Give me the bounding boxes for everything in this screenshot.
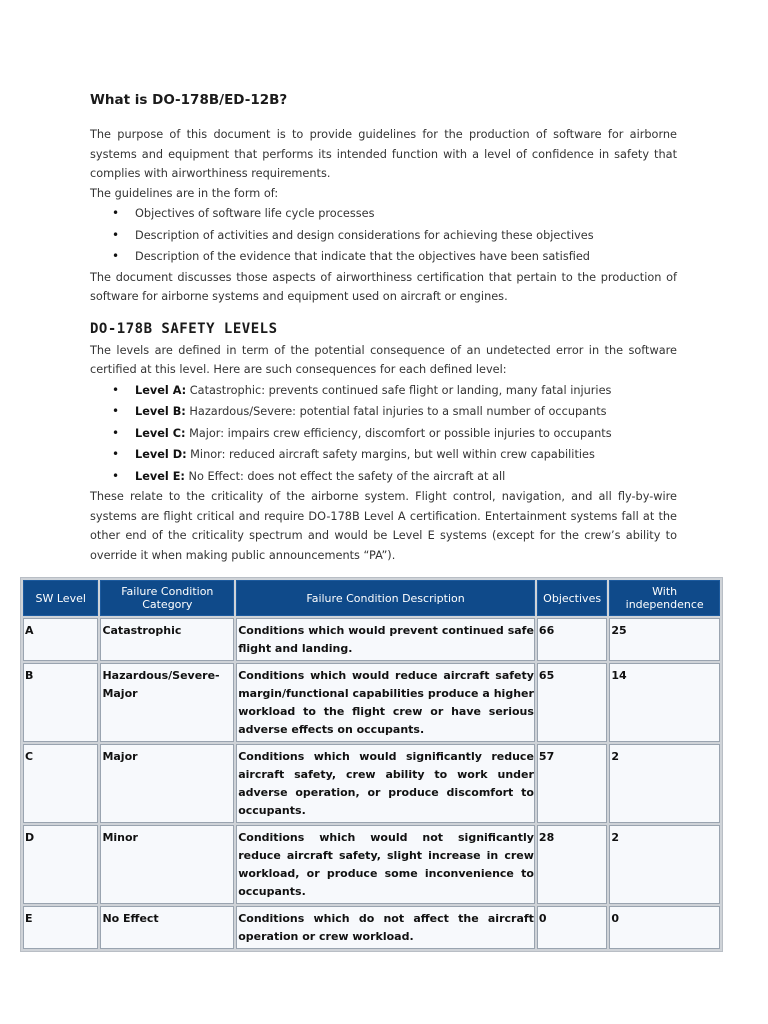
column-header-independence: With independence <box>609 580 720 616</box>
list-item-text: Description of the evidence that indicate that the objectives have been satisfied <box>135 250 590 263</box>
list-item-text: Objectives of software life cycle processes <box>135 207 375 220</box>
table-row <box>23 744 720 823</box>
safety-levels-list <box>90 380 677 488</box>
level-text: Minor: reduced aircraft safety margins, but well within crew capabilities <box>186 448 595 461</box>
cell-objectives: 66 <box>537 618 607 661</box>
list-item-level-a <box>112 380 677 402</box>
cell-description: Conditions which would not significantly reduce aircraft safety, slight increase in crew workload, or produce some inconvenience to occupants. <box>236 825 535 904</box>
level-label: Level A: <box>135 383 187 397</box>
cell-sw-level: E <box>23 906 98 949</box>
bullet-icon: • <box>112 404 120 418</box>
cell-description: Conditions which do not affect the aircraft operation or crew workload. <box>236 906 535 949</box>
column-header-objectives: Objectives <box>537 580 607 616</box>
bullet-icon: • <box>112 249 120 263</box>
cell-category: Minor <box>100 825 234 904</box>
bullet-icon: • <box>112 425 120 440</box>
cell-description: Conditions which would reduce aircraft safety margin/functional capabilities produce a higher workload to the flight crew or have serious adverse effects on occupants. <box>236 663 535 742</box>
cell-independence: 2 <box>609 825 720 904</box>
level-text: Catastrophic: prevents continued safe flight or landing, many fatal injuries <box>186 383 612 397</box>
level-label: Level B: <box>135 405 186 418</box>
intro-paragraph-scope: The document discusses those aspects of airworthiness certification that pertain to the production of software for airborne systems and equipment used on aircraft or engines. <box>90 270 677 303</box>
list-item-text: Description of activities and design considerations for achieving these objectives <box>135 228 594 242</box>
table-row <box>23 618 720 661</box>
list-item-level-c <box>112 423 677 445</box>
cell-description: Conditions which would significantly reduce aircraft safety, crew ability to work under adverse operation, or produce discomfort to occupants. <box>236 744 535 823</box>
safety-paragraph-definition: The levels are defined in term of the potential consequence of an undetected error in the software certified at this level. Here are such consequences for each defined level: <box>90 343 677 376</box>
safety-paragraph-criticality: These relate to the criticality of the airborne system. Flight control, navigation, and all fly-by-wire systems are flight critical and require DO-178B Level A certification. Entertainment systems fall at the other end of the criticality spectrum and would be Level E systems (except for the crew’s ability to override it when making public announcements “PA”). <box>90 490 677 562</box>
bullet-icon: • <box>112 468 120 483</box>
level-label: Level E: <box>135 469 185 483</box>
column-header-category: Failure Condition Category <box>100 580 234 616</box>
safety-levels-table <box>20 577 723 952</box>
cell-objectives: 28 <box>537 825 607 904</box>
cell-independence: 0 <box>609 906 720 949</box>
section-heading-safety-levels: DO-178B SAFETY LEVELS <box>90 320 278 337</box>
level-text: Major: impairs crew efficiency, discomfort or possible injuries to occupants <box>185 426 612 440</box>
page-title: What is DO-178B/ED-12B? <box>90 92 288 108</box>
table-row <box>23 663 720 742</box>
cell-independence: 2 <box>609 744 720 823</box>
guidelines-list <box>90 203 677 268</box>
cell-sw-level: D <box>23 825 98 904</box>
column-header-sw-level: SW Level <box>23 580 98 616</box>
list-item-level-e <box>112 466 677 488</box>
table-row <box>23 825 720 904</box>
cell-category: Catastrophic <box>100 618 234 661</box>
level-text: Hazardous/Severe: potential fatal injuries to a small number of occupants <box>185 405 607 418</box>
cell-category: Hazardous/Severe-Major <box>100 663 234 742</box>
intro-paragraph-purpose: The purpose of this document is to provide guidelines for the production of software for airborne systems and equipment that performs its intended function with a level of confidence in safety that complies with airworthiness requirements. <box>90 128 677 180</box>
cell-sw-level: B <box>23 663 98 742</box>
list-item <box>112 203 677 225</box>
bullet-icon: • <box>112 206 120 220</box>
bullet-icon: • <box>112 227 120 242</box>
intro-paragraph-guidelines: The guidelines are in the form of: <box>90 186 279 200</box>
document-content <box>90 92 677 565</box>
list-item-level-d <box>112 444 677 466</box>
cell-description: Conditions which would prevent continued safe flight and landing. <box>236 618 535 661</box>
table-header-row <box>23 580 720 616</box>
level-label: Level D: <box>135 448 187 461</box>
bullet-icon: • <box>112 447 120 461</box>
level-label: Level C: <box>135 426 186 440</box>
cell-objectives: 0 <box>537 906 607 949</box>
cell-category: No Effect <box>100 906 234 949</box>
cell-objectives: 57 <box>537 744 607 823</box>
cell-independence: 25 <box>609 618 720 661</box>
list-item-level-b <box>112 401 677 423</box>
table-row <box>23 906 720 949</box>
cell-sw-level: A <box>23 618 98 661</box>
cell-sw-level: C <box>23 744 98 823</box>
cell-independence: 14 <box>609 663 720 742</box>
cell-category: Major <box>100 744 234 823</box>
cell-objectives: 65 <box>537 663 607 742</box>
list-item <box>112 225 677 247</box>
level-text: No Effect: does not effect the safety of the aircraft at all <box>184 469 506 483</box>
column-header-description: Failure Condition Description <box>236 580 535 616</box>
bullet-icon: • <box>112 382 120 397</box>
list-item <box>112 246 677 268</box>
